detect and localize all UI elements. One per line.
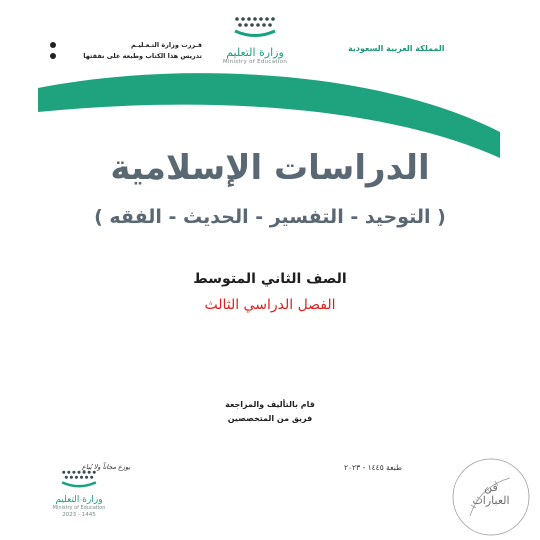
- free-distribution-note: يوزع مجاناً ولا يُباع: [82, 463, 131, 471]
- edition-label: طبعة ١٤٤٥ - ٢٠٢٣: [344, 463, 402, 472]
- grade-label: الصف الثاني المتوسط: [193, 271, 347, 287]
- ministry-name-en: Ministry of Education: [222, 59, 288, 65]
- ministry-year: 2023 - 1445: [62, 512, 96, 518]
- authors-line-1: قام بالتأليف والمراجعة: [225, 400, 315, 409]
- ministry-name-en-bottom: Ministry of Education: [52, 505, 106, 511]
- ministry-name-ar: وزارة التعليم: [226, 46, 284, 59]
- note-line-1: قـررت وزارة التـعـليـم: [131, 41, 202, 49]
- semester-label: الفصل الدراسي الثالث: [204, 297, 336, 313]
- ministry-logo-bottom: [38, 468, 120, 518]
- ministry-name-ar-bottom: وزارة التعليم: [55, 495, 103, 505]
- note-line-2: تدريس هذا الكتاب وطبعه على نفقتها: [83, 52, 202, 60]
- authors-block: [0, 398, 540, 426]
- ministry-emblem-icon: [56, 468, 102, 490]
- watermark-text: [450, 481, 532, 507]
- book-title: الدراسات الإسلامية: [110, 148, 430, 188]
- green-swoosh-decoration: [0, 0, 540, 170]
- book-subjects: ( التوحيد - التفسير - الحديث - الفقه ): [94, 206, 446, 228]
- watermark-line-1: فن: [484, 481, 498, 494]
- watermark-line-2: العبارات: [472, 494, 510, 507]
- kingdom-label: المملكة العربية السعودية: [348, 44, 445, 53]
- authors-line-2: فريق من المتخصصين: [227, 414, 313, 423]
